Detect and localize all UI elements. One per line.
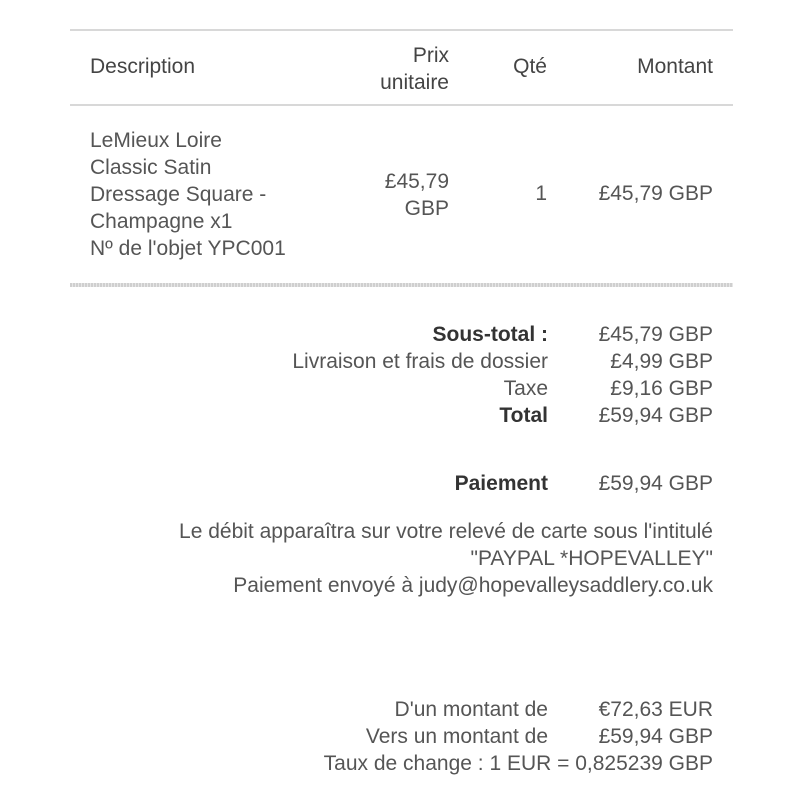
header-unit-price-line2: unitaire bbox=[380, 71, 449, 94]
payment-value: £59,94 GBP bbox=[598, 472, 713, 495]
subtotal-label: Sous-total : bbox=[432, 323, 548, 346]
shipping-label: Livraison et frais de dossier bbox=[292, 350, 548, 373]
statement-descriptor-text: Le débit apparaîtra sur votre relevé de carte sous l'intitulé bbox=[179, 520, 713, 543]
conversion-from-row bbox=[70, 698, 733, 725]
conversion-from-label: D'un montant de bbox=[394, 698, 548, 721]
exchange-rate-text: Taux de change : 1 EUR = 0,825239 GBP bbox=[323, 752, 713, 775]
header-unit-price bbox=[380, 42, 449, 96]
payment-block bbox=[70, 472, 733, 499]
conversion-to-row bbox=[70, 725, 733, 752]
item-description-line: LeMieux Loire bbox=[90, 129, 222, 152]
tax-value: £9,16 GBP bbox=[610, 377, 713, 400]
item-description-line: Dressage Square - bbox=[90, 183, 267, 206]
conversion-to-value: £59,94 GBP bbox=[598, 725, 713, 748]
totals-block bbox=[70, 323, 733, 431]
conversion-block bbox=[70, 698, 733, 779]
payment-row bbox=[70, 472, 733, 499]
payment-note bbox=[70, 518, 713, 599]
item-description bbox=[90, 127, 286, 262]
conversion-to-label: Vers un montant de bbox=[365, 725, 548, 748]
conversion-from-value: €72,63 EUR bbox=[598, 698, 713, 721]
item-description-line: Classic Satin bbox=[90, 156, 212, 179]
header-unit-price-line1: Prix bbox=[412, 44, 449, 67]
total-value: £59,94 GBP bbox=[598, 404, 713, 427]
payment-label: Paiement bbox=[454, 472, 548, 495]
item-description-line: Champagne x1 bbox=[90, 210, 233, 233]
subtotal-value: £45,79 GBP bbox=[598, 323, 713, 346]
item-unit-price bbox=[385, 168, 449, 222]
table-row bbox=[70, 106, 733, 283]
total-label: Total bbox=[499, 404, 548, 427]
invoice-table bbox=[70, 29, 733, 287]
item-unit-price-line2: GBP bbox=[404, 197, 449, 220]
header-amount: Montant bbox=[637, 55, 713, 78]
total-row bbox=[70, 404, 733, 431]
tax-label: Taxe bbox=[503, 377, 548, 400]
header-quantity: Qté bbox=[513, 55, 547, 78]
item-quantity: 1 bbox=[535, 182, 547, 205]
tax-row bbox=[70, 377, 733, 404]
table-header-row bbox=[70, 31, 733, 104]
item-unit-price-line1: £45,79 bbox=[384, 170, 449, 193]
subtotal-row bbox=[70, 323, 733, 350]
header-description: Description bbox=[90, 55, 196, 78]
payment-recipient-text: Paiement envoyé à judy@hopevalleysaddlery.co.uk bbox=[233, 574, 713, 597]
exchange-rate-row bbox=[70, 752, 733, 779]
item-number: Nº de l'objet YPC001 bbox=[90, 237, 286, 260]
shipping-row bbox=[70, 350, 733, 377]
statement-descriptor-name: "PAYPAL *HOPEVALLEY" bbox=[470, 547, 713, 570]
shipping-value: £4,99 GBP bbox=[610, 350, 713, 373]
table-bottom-rule bbox=[70, 283, 733, 287]
item-amount: £45,79 GBP bbox=[598, 182, 713, 205]
